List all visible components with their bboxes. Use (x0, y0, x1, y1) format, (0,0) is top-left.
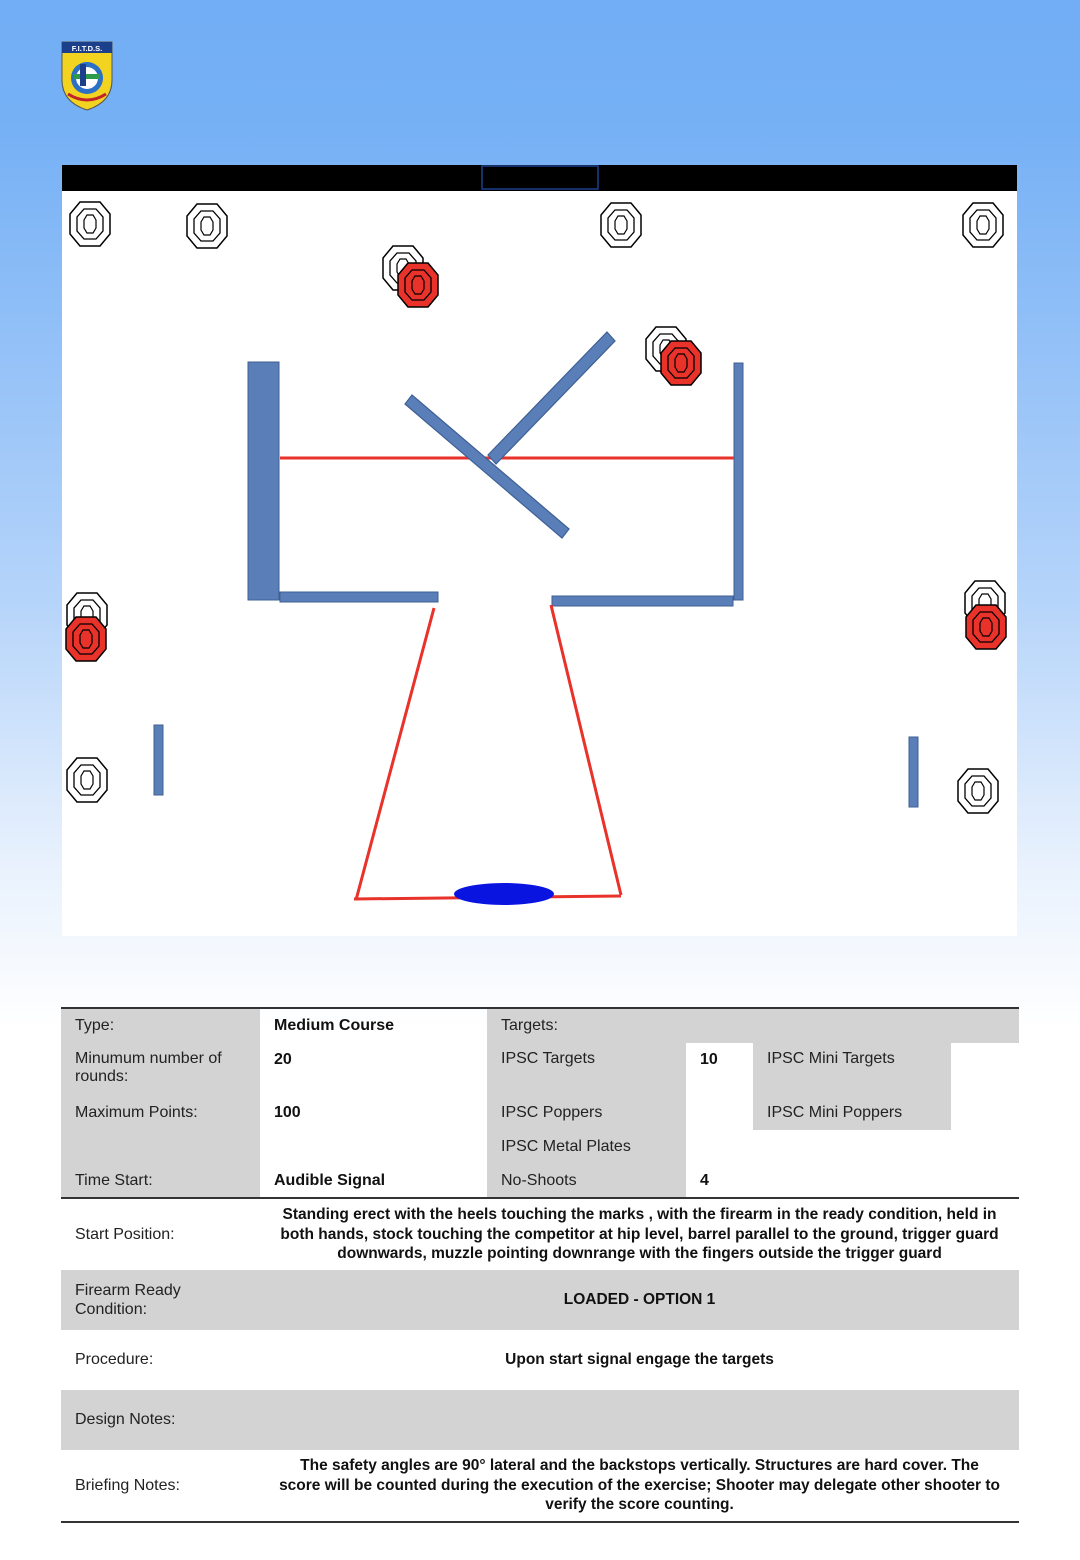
no-shoot-target (966, 605, 1006, 649)
min-rounds-value: 20 (274, 1051, 292, 1068)
start-position-label: Start Position: (75, 1225, 175, 1243)
ipsc-mini-targets-label: IPSC Mini Targets (753, 1043, 951, 1096)
wall-side-left (154, 725, 163, 795)
no-shoots-value: 4 (700, 1171, 709, 1189)
no-shoot-target (398, 263, 438, 307)
targets-label: Targets: (487, 1008, 1019, 1043)
type-value: Medium Course (274, 1017, 395, 1034)
empty-cell (260, 1130, 487, 1164)
procedure-label: Procedure: (75, 1351, 154, 1368)
min-rounds-label: Minumum number of rounds: (61, 1043, 260, 1096)
procedure-value: Upon start signal engage the targets (505, 1351, 774, 1368)
logo-text: F.I.T.D.S. (71, 44, 103, 53)
fault-line-right (551, 605, 621, 895)
stage-diagram (62, 165, 1017, 936)
max-points-value: 100 (274, 1104, 301, 1121)
no-shoot-target (66, 617, 106, 661)
ipsc-metal-plates-value (686, 1130, 1019, 1164)
ipsc-poppers-label: IPSC Poppers (487, 1096, 686, 1130)
ipsc-target (187, 204, 227, 248)
type-label: Type: (61, 1008, 260, 1043)
time-start-label: Time Start: (61, 1164, 260, 1198)
start-position-marker (454, 883, 554, 905)
empty-cell (61, 1130, 260, 1164)
no-shoot-target (661, 341, 701, 385)
design-notes-label: Design Notes: (75, 1411, 176, 1428)
ipsc-targets-value: 10 (700, 1051, 718, 1068)
ipsc-metal-plates-label: IPSC Metal Plates (487, 1130, 686, 1164)
barrier-diagonal-up (488, 332, 615, 464)
barrier-diagonal-down (405, 395, 569, 538)
firearm-ready-label: Firearm Ready Condition: (75, 1282, 181, 1318)
wall-bottom-right (552, 596, 733, 606)
wall-side-right (909, 737, 918, 807)
diagram-top-bar (62, 165, 1017, 191)
time-start-value: Audible Signal (274, 1171, 386, 1189)
ipsc-target (963, 203, 1003, 247)
firearm-ready-value: LOADED - OPTION 1 (563, 1291, 716, 1308)
ipsc-target (70, 202, 110, 246)
fault-line-left (356, 608, 434, 900)
no-shoots-label: No-Shoots (487, 1164, 686, 1198)
wall-right-main (734, 363, 743, 600)
ipsc-mini-targets-value (951, 1043, 1019, 1096)
stage-info-table (61, 1007, 1019, 1523)
design-notes-value (260, 1390, 1019, 1450)
ipsc-target (601, 203, 641, 247)
ipsc-target (67, 758, 107, 802)
ipsc-mini-poppers-label: IPSC Mini Poppers (753, 1096, 951, 1130)
fitds-logo (60, 40, 114, 112)
max-points-label: Maximum Points: (61, 1096, 260, 1130)
ipsc-mini-poppers-value (951, 1096, 1019, 1130)
wall-bottom-left (280, 592, 438, 602)
briefing-notes-label: Briefing Notes: (75, 1476, 180, 1494)
ipsc-target (958, 769, 998, 813)
ipsc-poppers-value (686, 1096, 753, 1130)
start-position-value: Standing erect with the heels touching the marks , with the firearm in the ready condition, held in both hands, stock touching the competitor at hip level, barrel parallel to the ground, trigger guard downwards, muzzle pointing downrange with the fingers outside the trigger guard (280, 1206, 999, 1263)
ipsc-targets-label: IPSC Targets (487, 1043, 686, 1096)
wall-left-main (248, 362, 279, 600)
briefing-notes-value: The safety angles are 90° lateral and the backstops vertically. Structures are hard cover. The score will be counted during the execution of the exercise; Shooter may delegate other shooter to verify the score counting. (279, 1457, 1000, 1514)
